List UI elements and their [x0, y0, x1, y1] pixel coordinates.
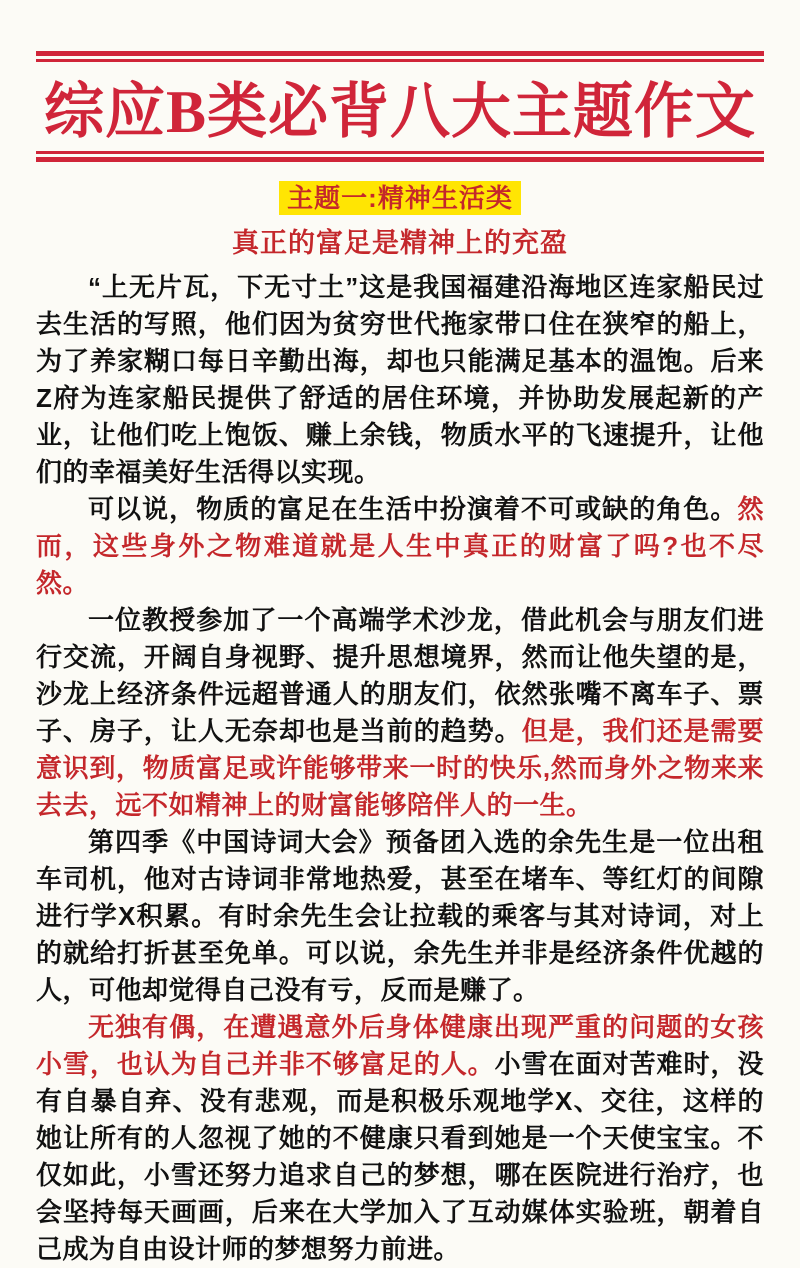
page-title: 综应B类必背八大主题作文	[43, 78, 757, 145]
essay-paragraph	[36, 824, 764, 1009]
essay-text-segment: 但是，我们还是需要意识到，物质富足或许能够带来一时的快乐,然而身外之物来来去去，远不如精神上的财富能够陪伴人的一生。	[36, 716, 764, 820]
topic-label-row	[36, 181, 764, 215]
essay-text-segment: 第四季《中国诗词大会》预备团入选的余先生是一位出租车司机，他对古诗词非常地热爱，甚至在堵车、等红灯的间隙进行学X积累。有时余先生会让拉载的乘客与其对诗词，对上的就给打折甚至免单。可以说，余先生并非是经济条件优越的人，可他却觉得自己没有亏，反而是赚了。	[36, 827, 764, 1005]
essay-text-segment: “上无片瓦，下无寸土”这是我国福建沿海地区连家船民过去生活的写照，他们因为贫穷世代拖家带口住在狭窄的船上，为了养家糊口每日辛勤出海，却也只能满足基本的温饱。后来Z府为连家船民提供了舒适的居住环境，并协助发展起新的产业，让他们吃上饱饭、赚上余钱，物质水平的飞速提升，让他们的幸福美好生活得以实现。	[36, 272, 764, 487]
essay-paragraph	[36, 602, 764, 824]
rule-thin	[36, 151, 764, 154]
essay-paragraph	[36, 1009, 764, 1268]
essay-paragraph	[36, 269, 764, 491]
essay-paragraph	[36, 491, 764, 602]
essay-title: 真正的富足是精神上的充盈	[232, 228, 568, 258]
essay-text-segment: 然而，这些身外之物难道就是人生中真正的财富了吗?也不尽然。	[36, 494, 764, 598]
rule-thick	[36, 157, 764, 162]
bottom-double-rule	[36, 151, 764, 162]
topic-label: 主题一:精神生活类	[279, 181, 521, 215]
rule-thick	[36, 51, 764, 56]
essay-text-segment: 可以说，物质的富足在生活中扮演着不可或缺的角色。	[88, 494, 738, 524]
essay-text-segment: 无独有偶，在遭遇意外后身体健康出现严重的问题的女孩小雪，也认为自己并非不够富足的人。	[36, 1012, 764, 1079]
essay-text-segment: 小雪在面对苦难时，没有自暴自弃、没有悲观，而是积极乐观地学X、交往，这样的她让所有的人忽视了她的不健康只看到她是一个天使宝宝。不仅如此，小雪还努力追求自己的梦想，哪在医院进行治疗，也会坚持每天画画，后来在大学加入了互动媒体实验班，朝着自己成为自由设计师的梦想努力前进。	[36, 1049, 764, 1264]
essay-text-segment: 一位教授参加了一个高端学术沙龙，借此机会与朋友们进行交流，开阔自身视野、提升思想境界，然而让他失望的是，沙龙上经济条件远超普通人的朋友们，依然张嘴不离车子、票子、房子，让人无奈却也是当前的趋势。	[36, 605, 764, 746]
essay-body	[36, 269, 764, 1268]
top-double-rule	[36, 51, 764, 62]
